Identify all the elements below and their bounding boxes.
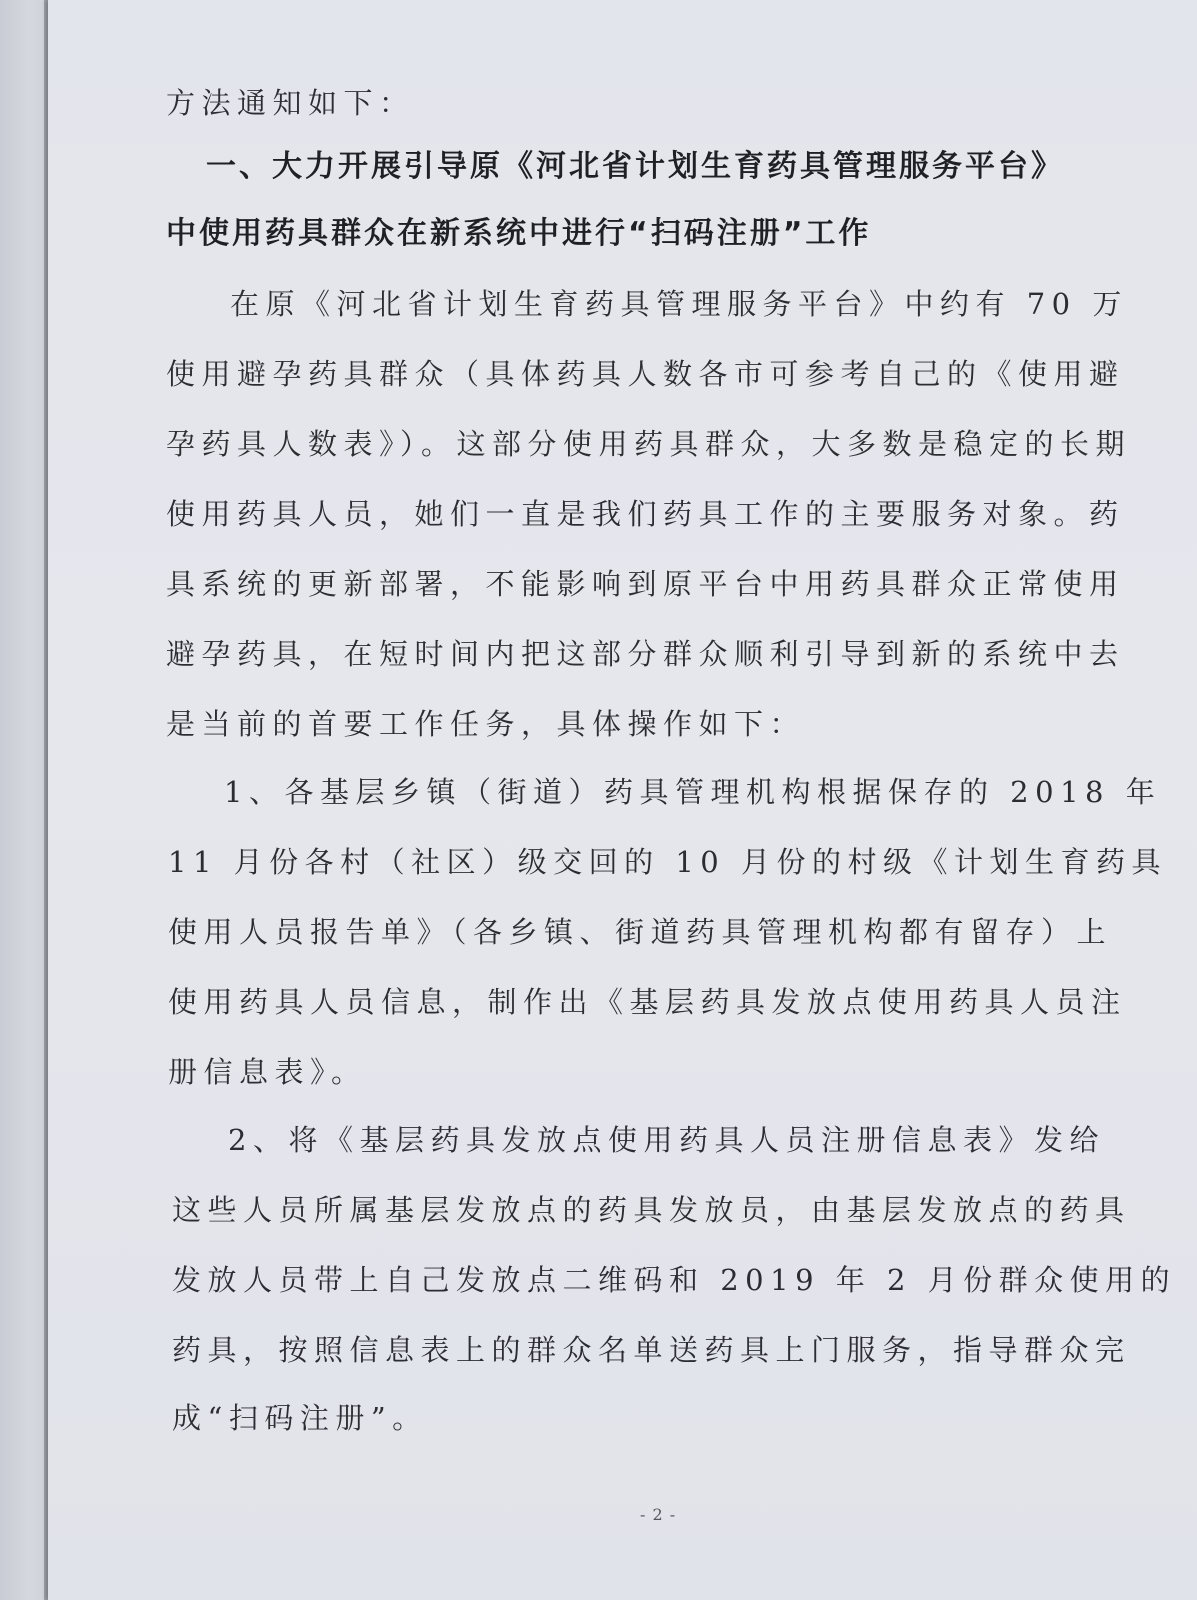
paragraph-line: 是当前的首要工作任务，具体操作如下： xyxy=(166,707,806,741)
item-2-line: 药具，按照信息表上的群众名单送药具上门服务，指导群众完 xyxy=(172,1333,1131,1367)
paragraph-line: 具系统的更新部署，不能影响到原平台中用药具群众正常使用 xyxy=(166,567,1125,601)
heading-line-2: 中使用药具群众在新系统中进行“扫码注册”工作 xyxy=(166,216,872,251)
heading-line-1: 一、大力开展引导原《河北省计划生育药具管理服务平台》 xyxy=(206,149,1064,184)
item-1-line: 册信息表》。 xyxy=(168,1055,367,1089)
paragraph-line: 避孕药具，在短时间内把这部分群众顺利引导到新的系统中去 xyxy=(166,637,1125,671)
document-page xyxy=(48,0,1197,1600)
item-1-line: 使用人员报告单》（各乡镇、街道药具管理机构都有留存）上 xyxy=(168,915,1113,949)
paragraph-line: 使用避孕药具群众（具体药具人数各市可参考自己的《使用避 xyxy=(166,357,1125,391)
page-number: - 2 - xyxy=(640,1505,677,1524)
paragraph-line: 使用药具人员，她们一直是我们药具工作的主要服务对象。药 xyxy=(166,497,1125,531)
item-1-line: 使用药具人员信息，制作出《基层药具发放点使用药具人员注 xyxy=(168,985,1127,1019)
item-2-line: 2、将《基层药具发放点使用药具人员注册信息表》发给 xyxy=(228,1123,1105,1157)
item-2-line: 成“扫码注册”。 xyxy=(172,1401,428,1435)
paragraph-line: 孕药具人数表》）。这部分使用药具群众，大多数是稳定的长期 xyxy=(166,427,1132,461)
item-1-line: 11 月份各村（社区）级交回的 10 月份的村级《计划生育药具 xyxy=(168,845,1167,879)
paragraph-line: 在原《河北省计划生育药具管理服务平台》中约有 70 万 xyxy=(230,287,1128,321)
item-1-line: 1、各基层乡镇（街道）药具管理机构根据保存的 2018 年 xyxy=(224,775,1162,809)
intro-line: 方法通知如下： xyxy=(166,86,415,120)
item-2-line: 这些人员所属基层发放点的药具发放员，由基层发放点的药具 xyxy=(172,1193,1131,1227)
item-2-line: 发放人员带上自己发放点二维码和 2019 年 2 月份群众使用的 xyxy=(172,1263,1177,1297)
